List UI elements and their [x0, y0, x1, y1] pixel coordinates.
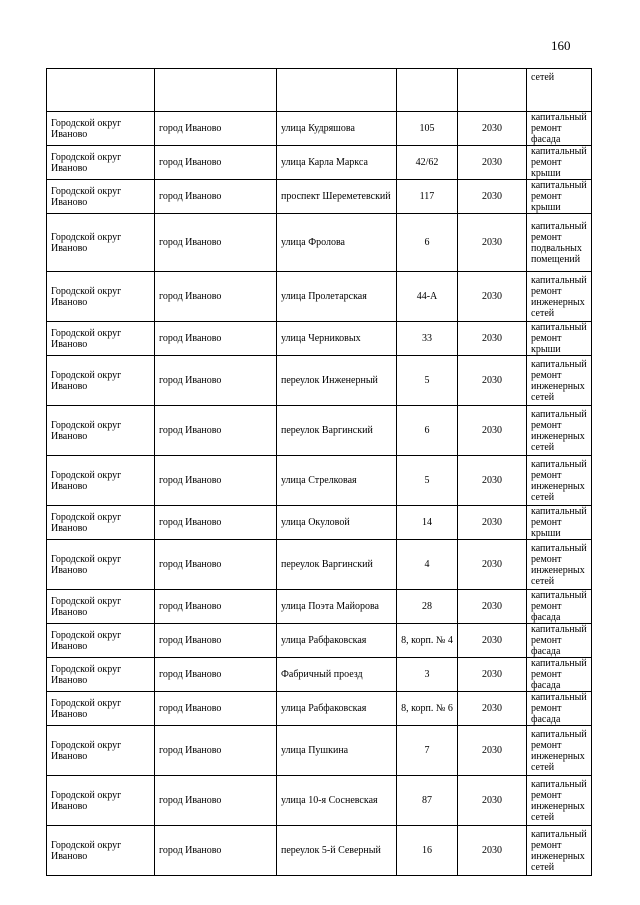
table-row: [47, 826, 592, 876]
page-number: 160: [551, 38, 571, 53]
year-cell: [458, 69, 527, 112]
house-cell: [397, 69, 458, 112]
street-cell: улица 10-я Сосневская: [277, 776, 397, 826]
street-cell: улица Окуловой: [277, 506, 397, 540]
city-cell: город Иваново: [155, 776, 277, 826]
house-cell: 117: [397, 180, 458, 214]
city-cell: город Иваново: [155, 406, 277, 456]
city-cell: город Иваново: [155, 624, 277, 658]
year-cell: 2030: [458, 180, 527, 214]
work-type-cell: капитальный ремонт инженерных сетей: [527, 776, 592, 826]
work-type-cell: капитальный ремонт фасада: [527, 692, 592, 726]
city-cell: город Иваново: [155, 726, 277, 776]
work-type-cell: капитальный ремонт крыши: [527, 146, 592, 180]
year-cell: 2030: [458, 624, 527, 658]
city-cell: город Иваново: [155, 180, 277, 214]
district-cell: [47, 69, 155, 112]
city-cell: город Иваново: [155, 590, 277, 624]
city-cell: город Иваново: [155, 692, 277, 726]
year-cell: 2030: [458, 726, 527, 776]
street-cell: улица Рабфаковская: [277, 624, 397, 658]
city-cell: город Иваново: [155, 214, 277, 272]
district-cell: Городской округ Иваново: [47, 658, 155, 692]
year-cell: 2030: [458, 658, 527, 692]
table-row: [47, 180, 592, 214]
work-type-cell: капитальный ремонт инженерных сетей: [527, 726, 592, 776]
house-cell: 33: [397, 322, 458, 356]
house-cell: 28: [397, 590, 458, 624]
district-cell: Городской округ Иваново: [47, 726, 155, 776]
house-cell: 105: [397, 112, 458, 146]
district-cell: Городской округ Иваново: [47, 406, 155, 456]
year-cell: 2030: [458, 112, 527, 146]
table-row: [47, 214, 592, 272]
work-type-cell: капитальный ремонт фасада: [527, 112, 592, 146]
street-cell: переулок Варгинский: [277, 540, 397, 590]
year-cell: 2030: [458, 456, 527, 506]
work-type-cell: капитальный ремонт инженерных сетей: [527, 406, 592, 456]
table-row: [47, 726, 592, 776]
street-cell: проспект Шереметевский: [277, 180, 397, 214]
year-cell: 2030: [458, 826, 527, 876]
year-cell: 2030: [458, 406, 527, 456]
table-row: [47, 692, 592, 726]
street-cell: улица Поэта Майорова: [277, 590, 397, 624]
district-cell: Городской округ Иваново: [47, 356, 155, 406]
work-type-cell: капитальный ремонт инженерных сетей: [527, 356, 592, 406]
street-cell: улица Пушкина: [277, 726, 397, 776]
district-cell: Городской округ Иваново: [47, 272, 155, 322]
house-cell: 6: [397, 214, 458, 272]
year-cell: 2030: [458, 506, 527, 540]
street-cell: Фабричный проезд: [277, 658, 397, 692]
table-body: [47, 69, 592, 876]
district-cell: Городской округ Иваново: [47, 322, 155, 356]
house-cell: 42/62: [397, 146, 458, 180]
table-row: [47, 322, 592, 356]
table-row: [47, 456, 592, 506]
house-cell: 6: [397, 406, 458, 456]
work-type-cell: капитальный ремонт крыши: [527, 506, 592, 540]
street-cell: улица Стрелковая: [277, 456, 397, 506]
house-cell: 3: [397, 658, 458, 692]
street-cell: переулок Инженерный: [277, 356, 397, 406]
city-cell: город Иваново: [155, 322, 277, 356]
year-cell: 2030: [458, 356, 527, 406]
house-cell: 44-А: [397, 272, 458, 322]
street-cell: улица Рабфаковская: [277, 692, 397, 726]
street-cell: [277, 69, 397, 112]
district-cell: Городской округ Иваново: [47, 456, 155, 506]
work-type-cell: капитальный ремонт подвальных помещений: [527, 214, 592, 272]
repair-schedule-table: [46, 68, 592, 876]
house-cell: 87: [397, 776, 458, 826]
district-cell: Городской округ Иваново: [47, 214, 155, 272]
work-type-cell: сетей: [527, 69, 592, 112]
work-type-cell: капитальный ремонт инженерных сетей: [527, 826, 592, 876]
year-cell: 2030: [458, 272, 527, 322]
table-row: [47, 540, 592, 590]
city-cell: город Иваново: [155, 272, 277, 322]
street-cell: улица Кудряшова: [277, 112, 397, 146]
district-cell: Городской округ Иваново: [47, 692, 155, 726]
year-cell: 2030: [458, 776, 527, 826]
table-row: [47, 272, 592, 322]
district-cell: Городской округ Иваново: [47, 506, 155, 540]
street-cell: переулок 5-й Северный: [277, 826, 397, 876]
house-cell: 5: [397, 456, 458, 506]
city-cell: [155, 69, 277, 112]
city-cell: город Иваново: [155, 826, 277, 876]
street-cell: улица Фролова: [277, 214, 397, 272]
year-cell: 2030: [458, 590, 527, 624]
house-cell: 5: [397, 356, 458, 406]
street-cell: улица Черниковых: [277, 322, 397, 356]
table-row: [47, 112, 592, 146]
table-row: [47, 356, 592, 406]
work-type-cell: капитальный ремонт фасада: [527, 590, 592, 624]
district-cell: Городской округ Иваново: [47, 540, 155, 590]
work-type-cell: капитальный ремонт инженерных сетей: [527, 456, 592, 506]
work-type-cell: капитальный ремонт инженерных сетей: [527, 540, 592, 590]
table-row: [47, 590, 592, 624]
table-row: [47, 776, 592, 826]
house-cell: 16: [397, 826, 458, 876]
year-cell: 2030: [458, 540, 527, 590]
year-cell: 2030: [458, 322, 527, 356]
street-cell: улица Карла Маркса: [277, 146, 397, 180]
year-cell: 2030: [458, 692, 527, 726]
work-type-cell: капитальный ремонт крыши: [527, 322, 592, 356]
district-cell: Городской округ Иваново: [47, 180, 155, 214]
table-row: [47, 658, 592, 692]
city-cell: город Иваново: [155, 540, 277, 590]
city-cell: город Иваново: [155, 146, 277, 180]
city-cell: город Иваново: [155, 456, 277, 506]
district-cell: Городской округ Иваново: [47, 776, 155, 826]
table-row: [47, 506, 592, 540]
district-cell: Городской округ Иваново: [47, 146, 155, 180]
city-cell: город Иваново: [155, 112, 277, 146]
table-row: [47, 146, 592, 180]
work-type-cell: капитальный ремонт инженерных сетей: [527, 272, 592, 322]
district-cell: Городской округ Иваново: [47, 112, 155, 146]
house-cell: 4: [397, 540, 458, 590]
year-cell: 2030: [458, 146, 527, 180]
street-cell: переулок Варгинский: [277, 406, 397, 456]
city-cell: город Иваново: [155, 356, 277, 406]
table-row: [47, 624, 592, 658]
table-row-continuation: [47, 69, 592, 112]
year-cell: 2030: [458, 214, 527, 272]
street-cell: улица Пролетарская: [277, 272, 397, 322]
house-cell: 14: [397, 506, 458, 540]
district-cell: Городской округ Иваново: [47, 624, 155, 658]
house-cell: 8, корп. № 4: [397, 624, 458, 658]
district-cell: Городской округ Иваново: [47, 826, 155, 876]
district-cell: Городской округ Иваново: [47, 590, 155, 624]
house-cell: 8, корп. № 6: [397, 692, 458, 726]
house-cell: 7: [397, 726, 458, 776]
table-row: [47, 406, 592, 456]
city-cell: город Иваново: [155, 506, 277, 540]
work-type-cell: капитальный ремонт фасада: [527, 658, 592, 692]
city-cell: город Иваново: [155, 658, 277, 692]
work-type-cell: капитальный ремонт фасада: [527, 624, 592, 658]
work-type-cell: капитальный ремонт крыши: [527, 180, 592, 214]
